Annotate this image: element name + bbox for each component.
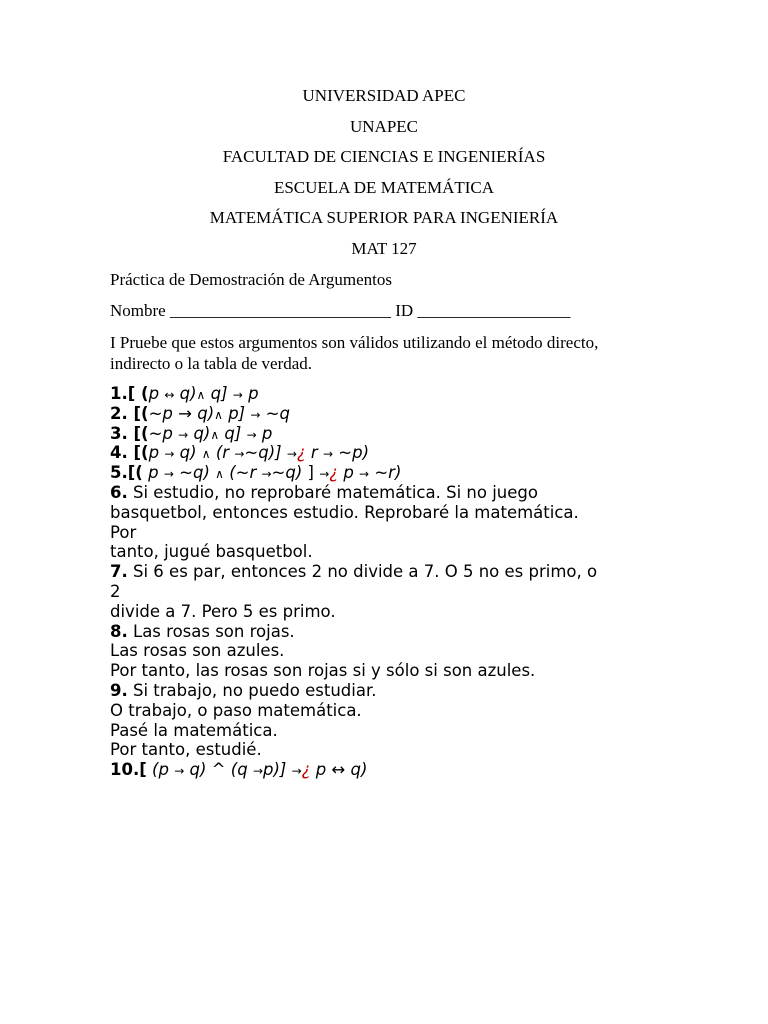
exercise-4 xyxy=(110,443,655,463)
formula-term: ~r) xyxy=(374,463,402,483)
formula-term: ~q) xyxy=(179,463,210,483)
and-operator: ∧ xyxy=(201,447,211,462)
exercise-text: Si 6 es par, entonces 2 no divide a 7. O 5 no es primo, o xyxy=(133,562,598,582)
exercise-number: 10.[ xyxy=(110,760,147,780)
exercise-9-line: Pasé la matemática. xyxy=(110,720,278,740)
formula-term: p xyxy=(343,463,354,483)
exercise-number: 2. [( xyxy=(110,403,149,423)
exercise-number: 3. [( xyxy=(110,423,149,443)
unrendered-symbol: ¿ xyxy=(301,760,311,780)
formula-term: ~p xyxy=(148,423,173,443)
formula-term: q) xyxy=(189,760,207,780)
faculty-name: FACULTAD DE CIENCIAS E INGENIERÍAS xyxy=(222,147,546,167)
exercise-number: 6. xyxy=(110,482,128,502)
and-operator: ∧ xyxy=(215,467,224,482)
exercise-number: 5.[( xyxy=(110,463,143,483)
exercise-6-line: basquetbol, entonces estudio. Reprobaré la matemática. xyxy=(110,502,579,522)
formula-term: ~p xyxy=(148,403,173,423)
formula-term: p xyxy=(261,423,273,443)
formula-term: (p xyxy=(152,760,169,780)
formula-term: q] xyxy=(210,384,228,403)
formula-term: (r xyxy=(215,443,230,463)
exercise-8-line xyxy=(110,622,655,642)
exercise-1 xyxy=(110,384,655,404)
exercise-number: 1. xyxy=(110,384,128,403)
university-name: UNIVERSIDAD APEC xyxy=(302,86,466,105)
course-name: MATEMÁTICA SUPERIOR PARA INGENIERÍA xyxy=(209,208,559,228)
exercise-5 xyxy=(110,463,655,483)
formula-term: ~q xyxy=(265,403,290,423)
implication-operator: → xyxy=(291,764,302,779)
exercise-6-line: tanto, jugué basquetbol. xyxy=(110,542,313,562)
exercise-number: 4. [( xyxy=(110,443,149,463)
formula-term: q) xyxy=(179,384,197,403)
exercise-3 xyxy=(110,424,655,444)
bracket: ] xyxy=(307,463,314,483)
formula-term: p xyxy=(315,760,327,780)
document-header xyxy=(0,85,768,269)
implication-operator: → xyxy=(261,467,272,482)
exercise-text: Si estudio, no reprobaré matemática. Si no juego xyxy=(133,482,538,502)
name-id-line: Nombre __________________________ ID __________________ xyxy=(110,301,571,320)
and-operator: ∧ xyxy=(196,388,206,402)
formula-term: q) xyxy=(193,423,211,443)
implication-operator: → xyxy=(178,427,189,442)
exercise-8-line: Las rosas son azules. xyxy=(110,641,285,661)
exercise-list xyxy=(110,384,655,780)
unrendered-symbol: ¿ xyxy=(329,463,339,483)
formula-term: p xyxy=(148,463,159,483)
implication-operator: → xyxy=(246,427,257,442)
exercise-7-line xyxy=(110,562,655,582)
formula-term: p xyxy=(148,384,160,403)
biconditional-operator: ↔ xyxy=(164,388,175,402)
implication-operator: → xyxy=(164,447,175,462)
exercise-9-line xyxy=(110,681,655,701)
implication-operator: → xyxy=(322,447,334,462)
exercise-9-line: Por tanto, estudié. xyxy=(110,740,262,760)
formula-term: (q xyxy=(230,760,248,780)
bracket: [ ( xyxy=(127,384,149,403)
university-acronym: UNAPEC xyxy=(349,116,418,136)
implication-operator: → xyxy=(252,764,263,779)
instruction-text: I Pruebe que estos argumentos son válidos utilizando el método directo, indirecto o la tabla de verdad. xyxy=(110,333,599,373)
exercise-9-line: O trabajo, o paso matemática. xyxy=(110,700,362,720)
formula-term: q) xyxy=(350,760,368,780)
exercise-number: 9. xyxy=(110,680,128,700)
formula-term: q] xyxy=(224,423,242,443)
exercise-text: Si trabajo, no puedo estudiar. xyxy=(133,680,377,700)
implication-operator: → xyxy=(319,467,330,482)
formula-term: ~q)] xyxy=(244,443,282,463)
formula-term: p] xyxy=(228,403,246,423)
formula-term: p xyxy=(248,384,259,403)
exercise-6-line: Por xyxy=(110,522,137,542)
formula-term: q) xyxy=(179,443,197,463)
implication-operator: → xyxy=(163,467,174,482)
implication-operator: → xyxy=(286,447,297,462)
exercise-7-line: 2 xyxy=(110,581,121,601)
biconditional-operator: ↔ xyxy=(331,760,346,780)
exercise-8-line: Por tanto, las rosas son rojas si y sólo si son azules. xyxy=(110,661,536,681)
formula-term: ~q) xyxy=(271,463,303,483)
course-code: MAT 127 xyxy=(351,238,417,258)
implication-operator: → xyxy=(359,467,370,482)
unrendered-symbol: ¿ xyxy=(296,443,306,463)
and-operator: ^ xyxy=(211,760,226,780)
exercise-text: Las rosas son rojas. xyxy=(133,621,295,641)
exercise-2 xyxy=(110,404,655,424)
formula-term: q) xyxy=(197,403,215,423)
implication-operator: → xyxy=(234,447,245,462)
exercise-7-line: divide a 7. Pero 5 es primo. xyxy=(110,601,336,621)
implication-operator: → xyxy=(250,407,261,422)
implication-operator: → xyxy=(174,764,185,779)
and-operator: ∧ xyxy=(214,407,223,422)
implication-operator: → xyxy=(232,388,243,402)
formula-term: p xyxy=(148,443,160,463)
implication-operator: → xyxy=(178,403,192,423)
formula-term: r xyxy=(310,443,318,463)
exercise-6-line xyxy=(110,483,655,503)
formula-term: ~p) xyxy=(338,443,370,463)
exercise-number: 7. xyxy=(110,562,128,582)
practice-title: Práctica de Demostración de Argumentos xyxy=(110,270,392,289)
school-name: ESCUELA DE MATEMÁTICA xyxy=(273,177,495,197)
exercise-10 xyxy=(110,760,655,780)
formula-term: (~r xyxy=(229,463,257,483)
exercise-number: 8. xyxy=(110,621,128,641)
and-operator: ∧ xyxy=(210,427,220,442)
formula-term: p)] xyxy=(263,760,287,780)
